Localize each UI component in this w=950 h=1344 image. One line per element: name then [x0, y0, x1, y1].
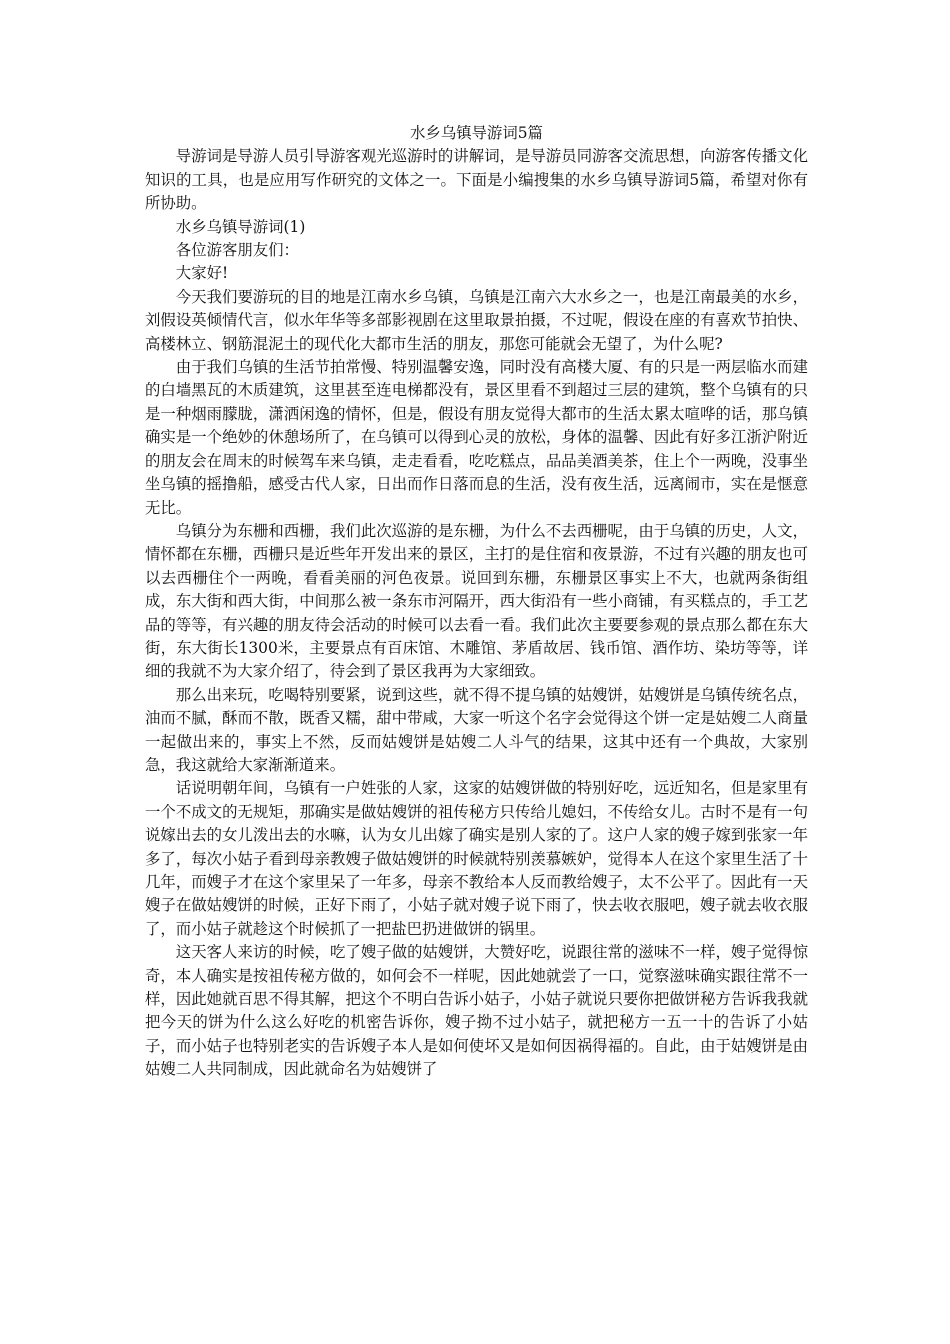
body-paragraph: 乌镇分为东栅和西栅，我们此次巡游的是东栅，为什么不去西栅呢，由于乌镇的历史，人文，情怀都在东栅，西栅只是近些年开发出来的景区，主打的是住宿和夜景游，不过有兴趣的朋友也可以去西栅住个一两晚，看看美丽的河色夜景。说回到东栅，东栅景区事实上不大，也就两条街组成，东大街和西大街，中间那么被一条东市河隔开，西大街沿有一些小商铺，有买糕点的，手工艺品的等等，有兴趣的朋友待会活动的时候可以去看一看。我们此次主要要参观的景点那么都在东大街，东大街长1300米，主要景点有百床馆、木雕馆、茅盾故居、钱币馆、酒作坊、染坊等等，详细的我就不为大家介绍了，待会到了景区我再为大家细致。 — [145, 521, 808, 681]
greeting: 大家好! — [175, 264, 229, 283]
body-paragraph: 由于我们乌镇的生活节拍常慢、特别温馨安逸，同时没有高楼大厦、有的只是一两层临水而建的白墙黑瓦的木质建筑，这里甚至连电梯都没有，景区里看不到超过三层的建筑，整个乌镇有的只是一种烟雨朦胧，潇洒闲逸的情怀，但是，假设有朋友觉得大都市的生活太累太喧哗的话，那乌镇确实是一个绝妙的休憩场所了，在乌镇可以得到心灵的放松，身体的温馨、因此有好多江浙沪附近的朋友会在周末的时候驾车来乌镇，走走看看，吃吃糕点，品品美酒美茶，住上个一两晚，没事坐坐乌镇的摇撸船，感受古代人家，日出而作日落而息的生活，没有夜生活，远离闹市，实在是惬意无比。 — [145, 358, 808, 517]
body-paragraph: 这天客人来访的时候，吃了嫂子做的姑嫂饼，大赞好吃，说跟往常的滋味不一样，嫂子觉得惊奇，本人确实是按祖传秘方做的，如何会不一样呢，因此她就尝了一口，觉察滋味确实跟往常不一样，因此她就百思不得其解，把这个不明白告诉小姑子，小姑子就说只要你把做饼秘方告诉我我就把今天的饼为什么这么好吃的机密告诉你，嫂子拗不过小姑子，就把秘方一五一十的告诉了小姑子，而小姑子也特别老实的告诉嫂子本人是如何使坏又是如何因祸得福的。自此，由于姑嫂饼是由姑嫂二人共同制成，因此就命名为姑嫂饼了 — [145, 943, 808, 1079]
document-title: 水乡乌镇导游词5篇 — [410, 124, 543, 142]
body-paragraph: 今天我们要游玩的目的地是江南水乡乌镇，乌镇是江南六大水乡之一，也是江南最美的水乡，刘假设英倾情代言，似水年华等多部影视剧在这里取景拍摄，不过呢，假设在座的有喜欢节拍快、高楼林立、钢筋混泥土的现代化大都市生活的朋友，那您可能就会无望了，为什么呢? — [145, 287, 808, 353]
document-body — [145, 122, 808, 1082]
body-paragraph: 那么出来玩，吃喝特别要紧，说到这些，就不得不提乌镇的姑嫂饼，姑嫂饼是乌镇传统名点，油而不腻，酥而不散，既香又糯，甜中带咸，大家一听这个名字会觉得这个饼一定是姑嫂二人商量一起做出来的，事实上不然，反而姑嫂饼是姑嫂二人斗气的结果，这其中还有一个典故，大家别急，我这就给大家渐渐道来。 — [145, 685, 808, 774]
section-heading: 水乡乌镇导游词(1) — [175, 217, 306, 236]
body-paragraph: 话说明朝年间，乌镇有一户姓张的人家，这家的姑嫂饼做的特别好吃，远近知名，但是家里有一个不成文的无规矩，那确实是做姑嫂饼的祖传秘方只传给儿媳妇，不传给女儿。古时不是有一句说嫁出去的女儿泼出去的水嘛，认为女儿出嫁了确实是别人家的了。这户人家的嫂子嫁到张家一年多了，每次小姑子看到母亲教嫂子做姑嫂饼的时候就特别羡慕嫉妒，觉得本人在这个家里生活了十几年，而嫂子才在这个家里呆了一年多，母亲不教给本人反而教给嫂子，太不公平了。因此有一天嫂子在做姑嫂饼的时候，正好下雨了，小姑子就对嫂子说下雨了，快去收衣服吧，嫂子就去收衣服了，而小姑子就趁这个时候抓了一把盐巴扔进做饼的锅里。 — [145, 779, 808, 938]
salutation: 各位游客朋友们： — [175, 241, 299, 260]
intro-paragraph: 导游词是导游人员引导游客观光巡游时的讲解词，是导游员同游客交流思想，向游客传播文化知识的工具，也是应用写作研究的文体之一。下面是小编搜集的水乡乌镇导游词5篇，希望对你有所协助。 — [145, 147, 808, 213]
